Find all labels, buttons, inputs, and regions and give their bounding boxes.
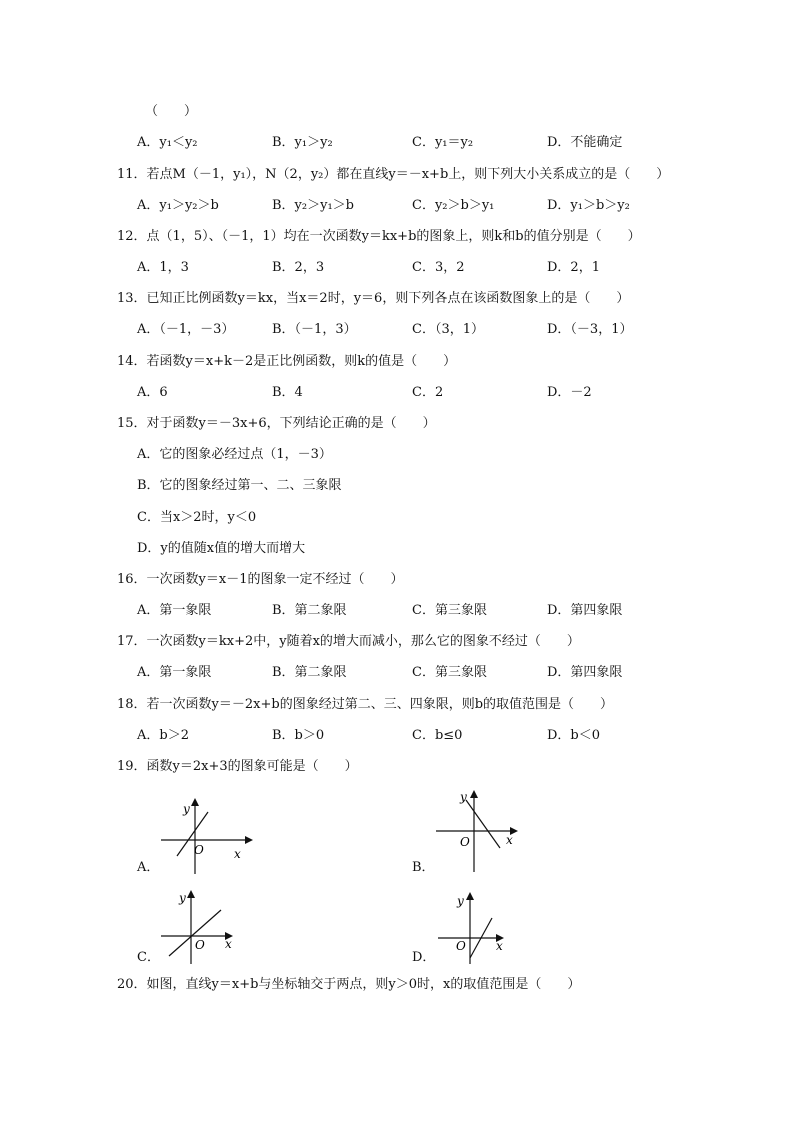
q19-option-a-label[interactable]: A． — [137, 860, 160, 875]
q15-stem: 15．对于函数y＝－3x+6，下列结论正确的是（ ） — [117, 416, 436, 431]
q14-stem: 14．若函数y＝x+k－2是正比例函数，则k的值是（ ） — [117, 354, 457, 369]
q13-option-a[interactable]: A．（－1，－3） — [137, 322, 235, 337]
q20-stem: 20．如图，直线y＝x+b与坐标轴交于两点，则y＞0时，x的取值范围是（ ） — [117, 977, 581, 992]
q15-option-b[interactable]: B．它的图象经过第一、二、三象限 — [137, 478, 342, 493]
q14-option-d[interactable]: D．－2 — [547, 385, 592, 400]
q19-graph-a[interactable] — [155, 796, 255, 876]
x-axis-label: x — [234, 847, 241, 861]
q17-stem: 17．一次函数y＝kx+2中，y随着x的增大而减小，那么它的图象不经过（ ） — [117, 634, 580, 649]
q11-stem: 11．若点M（－1，y₁），N（2，y₂）都在直线y＝－x+b上，则下列大小关系成立的是（ ） — [117, 167, 670, 182]
q17-option-a[interactable]: A．第一象限 — [137, 665, 212, 680]
q11-option-c[interactable]: C．y₂＞b＞y₁ — [412, 198, 495, 213]
q10-option-b[interactable]: B．y₁＞y₂ — [272, 135, 333, 150]
q12-option-c[interactable]: C．3，2 — [412, 260, 465, 275]
q19-option-c-label[interactable]: C． — [137, 950, 160, 965]
q18-option-b[interactable]: B．b＞0 — [272, 728, 325, 743]
q19-option-d-label[interactable]: D． — [412, 950, 436, 965]
q17-option-b[interactable]: B．第二象限 — [272, 665, 347, 680]
q10-blank: （ ） — [145, 104, 198, 119]
q11-option-d[interactable]: D．y₁＞b＞y₂ — [547, 198, 630, 213]
x-axis-arrow — [245, 836, 253, 844]
q14-option-a[interactable]: A．6 — [137, 385, 168, 400]
q19-graph-d[interactable] — [430, 884, 530, 966]
q10-option-d[interactable]: D．不能确定 — [547, 135, 623, 150]
q16-option-c[interactable]: C．第三象限 — [412, 603, 487, 618]
origin-label: O — [194, 843, 204, 857]
function-line — [466, 800, 500, 848]
y-axis-label: y — [183, 802, 190, 816]
y-axis-label: y — [179, 891, 186, 905]
q15-option-a[interactable]: A．它的图象必经过点（1，－3） — [137, 447, 332, 462]
q11-option-a[interactable]: A．y₁＞y₂＞b — [137, 198, 219, 213]
q12-option-a[interactable]: A．1，3 — [137, 260, 189, 275]
q10-option-c[interactable]: C．y₁＝y₂ — [412, 135, 474, 150]
q17-option-d[interactable]: D．第四象限 — [547, 665, 623, 680]
y-axis-label: y — [460, 790, 467, 804]
x-axis-label: x — [506, 833, 513, 847]
q14-option-b[interactable]: B．4 — [272, 385, 303, 400]
q16-option-a[interactable]: A．第一象限 — [137, 603, 212, 618]
q17-option-c[interactable]: C．第三象限 — [412, 665, 487, 680]
q13-option-d[interactable]: D．（－3，1） — [547, 322, 633, 337]
q10-option-a[interactable]: A．y₁＜y₂ — [137, 135, 198, 150]
x-axis-label: x — [225, 937, 232, 951]
q19-graph-b[interactable] — [430, 786, 530, 876]
origin-label: O — [195, 938, 205, 952]
q12-stem: 12．点（1，5）、（－1，1）均在一次函数y＝kx+b的图象上，则k和b的值分别是（ ） — [117, 229, 641, 244]
y-axis-label: y — [457, 894, 464, 908]
q19-stem: 19．函数y＝2x+3的图象可能是（ ） — [117, 759, 358, 774]
q11-option-b[interactable]: B．y₂＞y₁＞b — [272, 198, 354, 213]
q18-option-d[interactable]: D．b＜0 — [547, 728, 601, 743]
y-axis-arrow — [191, 798, 199, 806]
q16-option-b[interactable]: B．第二象限 — [272, 603, 347, 618]
q19-graph-c[interactable] — [155, 884, 255, 966]
y-axis-arrow — [466, 892, 474, 900]
y-axis-arrow — [187, 890, 195, 898]
q13-stem: 13．已知正比例函数y＝kx，当x＝2时，y＝6，则下列各点在该函数图象上的是（ ） — [117, 291, 630, 306]
origin-label: O — [456, 939, 466, 953]
q16-option-d[interactable]: D．第四象限 — [547, 603, 623, 618]
q16-stem: 16．一次函数y＝x－1的图象一定不经过（ ） — [117, 572, 404, 587]
x-axis-label: x — [496, 939, 503, 953]
q15-option-d[interactable]: D．y的值随x值的增大而增大 — [137, 541, 306, 556]
q14-option-c[interactable]: C．2 — [412, 385, 444, 400]
y-axis-arrow — [470, 790, 478, 798]
q13-option-c[interactable]: C．（3，1） — [412, 322, 484, 337]
q18-option-a[interactable]: A．b＞2 — [137, 728, 189, 743]
q12-option-b[interactable]: B．2，3 — [272, 260, 325, 275]
origin-label: O — [460, 835, 470, 849]
q18-stem: 18．若一次函数y＝－2x+b的图象经过第二、三、四象限，则b的取值范围是（ ） — [117, 697, 614, 712]
q12-option-d[interactable]: D．2，1 — [547, 260, 600, 275]
q19-option-b-label[interactable]: B． — [412, 860, 435, 875]
q15-option-c[interactable]: C．当x＞2时，y＜0 — [137, 510, 257, 525]
q13-option-b[interactable]: B．（－1，3） — [272, 322, 357, 337]
q18-option-c[interactable]: C．b≤0 — [412, 728, 463, 743]
